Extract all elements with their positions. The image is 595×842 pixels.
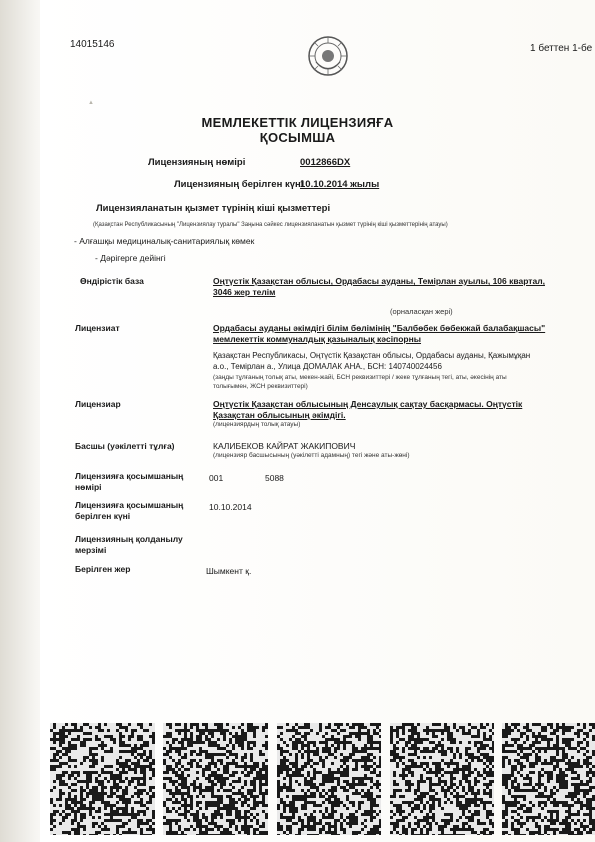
appendix-number-value-b: 5088: [265, 473, 284, 483]
barcode-5: [502, 723, 595, 835]
appendix-date-label-1: Лицензияға қосымшаның: [75, 500, 184, 510]
head-note: (лицензияр басшысының (уәкілетті адамның) тегі және аты-жөні): [213, 452, 410, 459]
issued-place-label: Берілген жер: [75, 564, 131, 574]
appendix-date-label-2: берілген күні: [75, 511, 131, 521]
licensee-address-1: Қазақстан Республикасы, Оңтүстік Қазақстан облысы, Ордабасы ауданы, Қажымұқан: [213, 351, 531, 360]
production-base-value-1: Оңтүстік Қазақстан облысы, Ордабасы ауданы, Темірлан ауылы, 106 квартал,: [213, 276, 545, 286]
licensor-value-2: Қазақстан облысының әкімдігі.: [213, 410, 346, 420]
appendix-date-value: 10.10.2014: [209, 502, 252, 512]
licensee-address-2: а.о., Темірлан а., Улица ДОМАЛАК АНА., БСН: 140740024456: [213, 362, 442, 371]
head-label: Басшы (уәкілетті тұлға): [75, 441, 175, 451]
subtype-item-1: - Алғашқы медициналық-санитариялық көмек: [74, 236, 255, 246]
page-indicator: 1 беттен 1-бе: [530, 43, 593, 54]
state-emblem-icon: [307, 35, 349, 77]
license-date-value: 10.10.2014 жылы: [300, 179, 380, 190]
barcode-2: [163, 723, 268, 835]
appendix-number-value-a: 001: [209, 473, 224, 483]
document-number: 14015146: [70, 39, 115, 50]
subtype-item-2: - Дәрігерге дейінгі: [95, 253, 166, 263]
barcode-1: [50, 723, 155, 835]
license-date-label: Лицензияның берілген күні: [174, 179, 304, 190]
faint-mark: ▲: [88, 100, 94, 106]
production-base-value-2: 3046 жер телім: [213, 287, 276, 297]
licensor-label: Лицензиар: [75, 399, 121, 409]
production-base-label: Өндірістік база: [80, 276, 144, 286]
appendix-number-label-1: Лицензияға қосымшаның: [75, 471, 184, 481]
page-subtitle: ҚОСЫМША: [259, 130, 336, 145]
license-number-value: 0012866DX: [300, 157, 351, 168]
production-base-note: (орналасқан жері): [390, 307, 453, 316]
appendix-number-label-2: нөмірі: [75, 482, 102, 492]
barcode-3: [277, 723, 381, 835]
license-number-label: Лицензияның нөмірі: [148, 157, 246, 168]
page-title: МЕМЛЕКЕТТІК ЛИЦЕНЗИЯҒА: [201, 115, 394, 130]
validity-label-1: Лицензияның қолданылу: [75, 534, 183, 544]
licensee-label: Лицензиат: [75, 323, 120, 333]
head-value: КАЛИБЕКОВ КАЙРАТ ЖАКИПОВИЧ: [213, 441, 356, 451]
licensor-value-1: Оңтүстік Қазақстан облысының Денсаулық сақтау басқармасы. Оңтүстік: [213, 399, 523, 409]
licensor-note: (лицензиярдың толық атауы): [213, 421, 301, 428]
licensee-value-2: мемлекеттік коммуналдық қазыналық кәсіпорны: [213, 334, 422, 344]
subtypes-heading: Лицензияланатын қызмет түрінің кіші қызметтері: [96, 203, 331, 214]
subtypes-note: (Қазақстан Республикасының "Лицензиялау туралы" Заңына сәйкес лицензияланатын қызмет түрінің кіші қызметтерінің атауы): [93, 222, 448, 228]
validity-label-2: мерзімі: [75, 545, 107, 555]
licensee-note-2: толығымен, ЖСН реквизиттері): [213, 383, 308, 390]
issued-place-value: Шымкент қ.: [206, 566, 252, 576]
licensee-value-1: Ордабасы ауданы әкімдігі білім бөлімінің "Балбөбек бөбекжай балабақшасы": [213, 323, 546, 333]
barcode-4: [390, 723, 494, 835]
licensee-note-1: (заңды тұлғаның толық аты, мекен-жайі, БСН реквизиттері / жеке тұлғаның тегі, аты, әкесінің аты: [213, 374, 507, 381]
